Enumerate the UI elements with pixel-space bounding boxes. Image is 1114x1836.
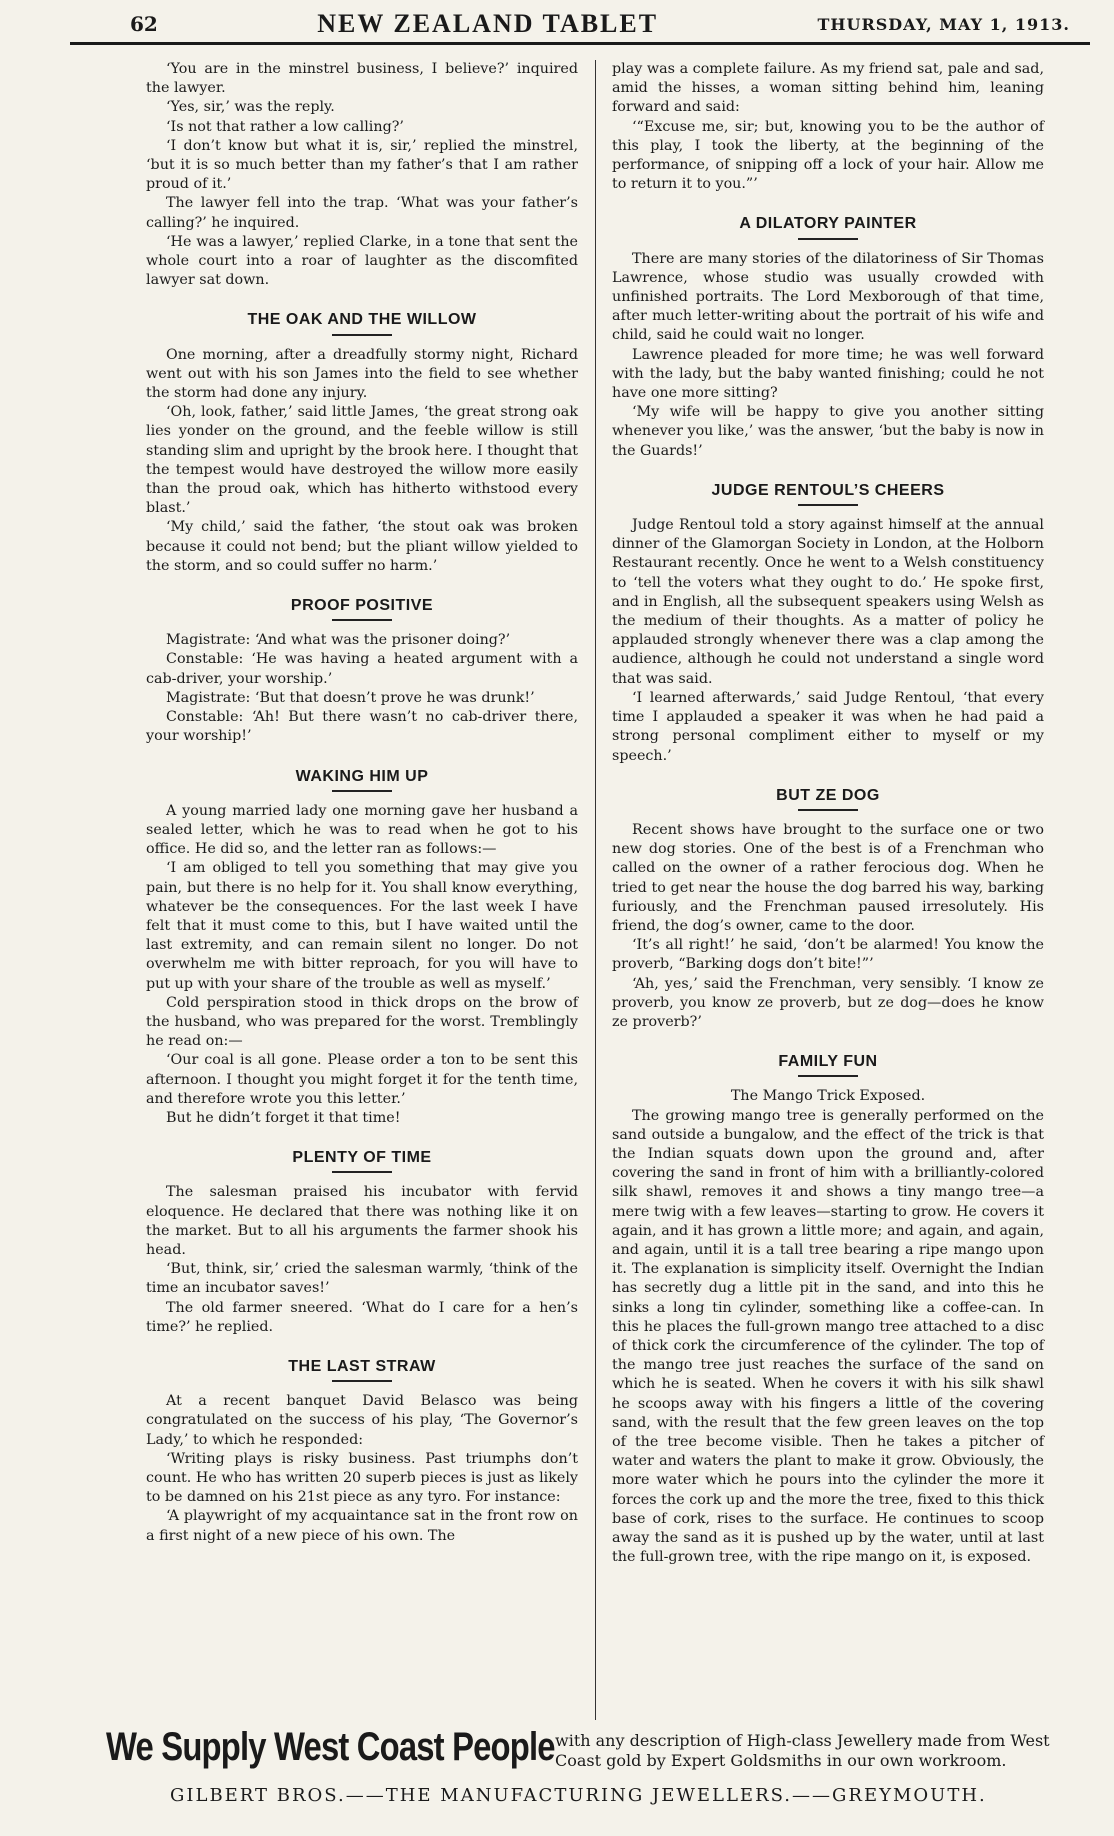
- continued-paragraph: ‘“Excuse me, sir; but, knowing you to be the author of this play, I took the liberty, at the beginning of the performance, of snipping off a lock of your hair. Allow me to return it to you.”’: [612, 118, 1044, 193]
- issue-date: THURSDAY, MAY 1, 1913.: [817, 14, 1070, 34]
- article-paragraph: Lawrence pleaded for more time; he was well forward with the lady, but the baby wanted finishing; could he not have one more sitting?: [612, 346, 1044, 402]
- article-heading: PLENTY OF TIME: [292, 1149, 432, 1167]
- article-paragraph: Constable: ‘He was having a heated argument with a cab-driver, your worship.’: [146, 651, 578, 687]
- article-paragraph: Cold perspiration stood in thick drops on the brow of the husband, who was prepared for the worst. Tremblingly he read on:—: [146, 994, 578, 1050]
- article-paragraph: ‘Oh, look, father,’ said little James, ‘the great strong oak lies yonder on the ground, and the feeble willow is still standing slim and upright by the brook here. I thought that the tempest would have destroyed the willow more easily than the proud oak, which has hitherto withstood every blast.’: [146, 404, 578, 517]
- article-heading: WAKING HIM UP: [295, 767, 429, 785]
- article-heading: THE LAST STRAW: [288, 1357, 436, 1375]
- article-paragraph: There are many stories of the dilatoriness of Sir Thomas Lawrence, whose studio was usually crowded with unfinished portraits. The Lord Mexborough of that time, after much letter-writing about the portrait of his wife and child, said he could wait no longer.: [612, 250, 1044, 344]
- ad-footer: GILBERT BROS.——THE MANUFACTURING JEWELLERS.——GREYMOUTH.: [170, 1785, 987, 1806]
- intro-paragraph: ‘I don’t know but what it is, sir,’ replied the minstrel, ‘but it is so much better than my father’s that I am rather proud of it.’: [146, 137, 578, 193]
- left-column: [146, 60, 578, 1546]
- heading-rule: [332, 1171, 392, 1173]
- publication-title: NEW ZEALAND TABLET: [317, 9, 659, 38]
- intro-paragraph: ‘You are in the minstrel business, I believe?’ inquired the lawyer.: [146, 61, 578, 97]
- article-paragraph: But he didn’t forget it that time!: [166, 1109, 401, 1126]
- article-paragraph: Judge Rentoul told a story against himself at the annual dinner of the Glamorgan Society in London, at the Holborn Restaurant recently. Once he went to a Welsh constituency to ‘tell the voters what they ought to do.’ He spoke first, and in English, all the subsequent speakers using Welsh as the medium of their thoughts. As a matter of policy he applauded strongly whenever there was a clap among the audience, although he could not understand a single word that was said.: [612, 517, 1044, 687]
- advertisement: [100, 1725, 1090, 1815]
- page-number: 62: [130, 12, 158, 36]
- article-paragraph: ‘It’s all right!’ he said, ‘don’t be alarmed! You know the proverb, “Barking dogs don’t bite!”’: [612, 937, 1044, 973]
- article-heading: FAMILY FUN: [778, 1053, 878, 1071]
- article-paragraph: ‘I learned afterwards,’ said Judge Rentoul, ‘that every time I applauded a speaker it was when he had paid a strong personal compliment either to myself or my speech.’: [612, 689, 1044, 764]
- heading-rule: [332, 1380, 392, 1382]
- article-heading: THE OAK AND THE WILLOW: [247, 311, 477, 329]
- article-heading: BUT ZE DOG: [776, 786, 880, 804]
- article-paragraph: The growing mango tree is generally performed on the sand outside a bungalow, and the effect of the trick is that the Indian squats down upon the ground and, after covering the sand in front of him with a brilliantly-colored silk shawl, removes it and shows a tiny mango tree—a mere twig with a few leaves—starting to grow. He covers it again, and it has grown a little more; and again, and again, and again, until it is a tall tree bearing a ripe mango upon it. The explanation is simplicity itself. Overnight the Indian has secretly dug a little pit in the sand, and into this he sinks a long tin cylinder, something like a coffee-can. In this he places the full-grown mango tree attached to a disc of thick cork the circumference of the cylinder. The top of the mango tree just reaches the surface of the sand on which he is seated. When he covers it with his silk shawl he scoops away with his fingers a little of the covering sand, with the result that the few green leaves on the top of the tree become visible. Then he takes a pitcher of water and waters the plant to make it grow. Obviously, the more water which he pours into the cylinder the more it forces the cork up and the more the tree, fixed to this thick base of cork, rises to the surface. He continues to scoop away the sand as it is pushed up by the water, until at last the full-grown tree, with the ripe mango on it, is exposed.: [612, 1107, 1044, 1566]
- article-paragraph: ‘I am obliged to tell you something that may give you pain, but there is no help for it. You shall know everything, whatever be the consequences. For the last week I have felt that it must come to this, but I have waited until the last extremity, and can remain silent no longer. Do not overwhelm me with bitter reproach, for you will have to put up with your share of the trouble as well as myself.’: [146, 860, 578, 992]
- article-paragraph: ‘Writing plays is risky business. Past triumphs don’t count. He who has written 20 superb pieces is just as likely to be damned on his 21st piece as any tyro. For instance:: [146, 1450, 578, 1506]
- article-paragraph: ‘Ah, yes,’ said the Frenchman, very sensibly. ‘I know ze proverb, you know ze proverb, but ze dog—does he know ze proverb?’: [612, 975, 1044, 1030]
- article-paragraph: The old farmer sneered. ‘What do I care for a hen’s time?’ he replied.: [146, 1299, 578, 1335]
- heading-rule: [798, 238, 858, 240]
- article-paragraph: Magistrate: ‘But that doesn’t prove he was drunk!’: [166, 689, 535, 706]
- ad-headline: We Supply West Coast People: [106, 1725, 555, 1769]
- article-paragraph: Magistrate: ‘And what was the prisoner doing?’: [166, 632, 511, 649]
- heading-rule: [332, 619, 392, 621]
- masthead: [70, 6, 1090, 45]
- article-paragraph: The salesman praised his incubator with fervid eloquence. He declared that there was nothing like it on the market. But to all his arguments the farmer shook his head.: [146, 1184, 578, 1258]
- continued-paragraph: play was a complete failure. As my friend sat, pale and sad, amid the hisses, a woman sitting behind him, leaning forward and said:: [612, 61, 1044, 116]
- article-paragraph: Recent shows have brought to the surface one or two new dog stories. One of the best is of a Frenchman who called on the owner of a rather ferocious dog. When he tried to get near the house the dog barred his way, barking furiously, and the Frenchman paused irresolutely. His friend, the dog’s owner, came to the door.: [612, 821, 1044, 934]
- intro-paragraph: ‘He was a lawyer,’ replied Clarke, in a tone that sent the whole court into a roar of laughter as the discomfited lawyer sat down.: [146, 233, 578, 289]
- article-paragraph: At a recent banquet David Belasco was being congratulated on the success of his play, ‘The Governor’s Lady,’ to which he responded:: [146, 1393, 578, 1448]
- article-paragraph: A young married lady one morning gave her husband a sealed letter, which he was to read when he got to his office. He did so, and the letter ran as follows:—: [146, 802, 578, 858]
- article-heading: PROOF POSITIVE: [290, 597, 434, 615]
- column-divider: [595, 60, 596, 1720]
- article-paragraph: One morning, after a dreadfully stormy night, Richard went out with his son James into the field to see whether the storm had done any injury.: [146, 346, 578, 402]
- article-paragraph: ‘My child,’ said the father, ‘the stout oak was broken because it could not bend; but the pliant willow yielded to the storm, and so could suffer no harm.’: [146, 519, 578, 574]
- heading-rule: [798, 1075, 858, 1077]
- ad-body: with any description of High-class Jewellery made from West Coast gold by Expert Goldsmiths in our own workroom.: [555, 1731, 1050, 1770]
- article-heading: A DILATORY PAINTER: [739, 215, 917, 233]
- article-heading: JUDGE RENTOUL’S CHEERS: [711, 481, 945, 499]
- intro-paragraph: ‘Is not that rather a low calling?’: [166, 118, 404, 135]
- heading-rule: [332, 334, 392, 336]
- heading-rule: [798, 504, 858, 506]
- heading-rule: [798, 809, 858, 811]
- intro-paragraph: The lawyer fell into the trap. ‘What was your father’s calling?’ he inquired.: [146, 195, 578, 231]
- article-paragraph: ‘A playwright of my acquaintance sat in the front row on a first night of a new piece of his own. The: [146, 1508, 578, 1544]
- heading-rule: [332, 790, 392, 792]
- article-paragraph: ‘Our coal is all gone. Please order a ton to be sent this afternoon. I thought you might forget it for the tenth time, and therefore wrote you this letter.’: [146, 1052, 578, 1107]
- intro-paragraph: ‘Yes, sir,’ was the reply.: [166, 99, 335, 116]
- article-paragraph: ‘My wife will be happy to give you another sitting whenever you like,’ was the answer, ‘but the baby is now in the Guards!’: [612, 404, 1044, 459]
- right-column: [612, 60, 1044, 1567]
- article-paragraph: ‘But, think, sir,’ cried the salesman warmly, ‘think of the time an incubator saves!’: [146, 1261, 578, 1297]
- article-paragraph: Constable: ‘Ah! But there wasn’t no cab-driver there, your worship!’: [146, 709, 578, 745]
- article-subtitle: The Mango Trick Exposed.: [730, 1088, 926, 1105]
